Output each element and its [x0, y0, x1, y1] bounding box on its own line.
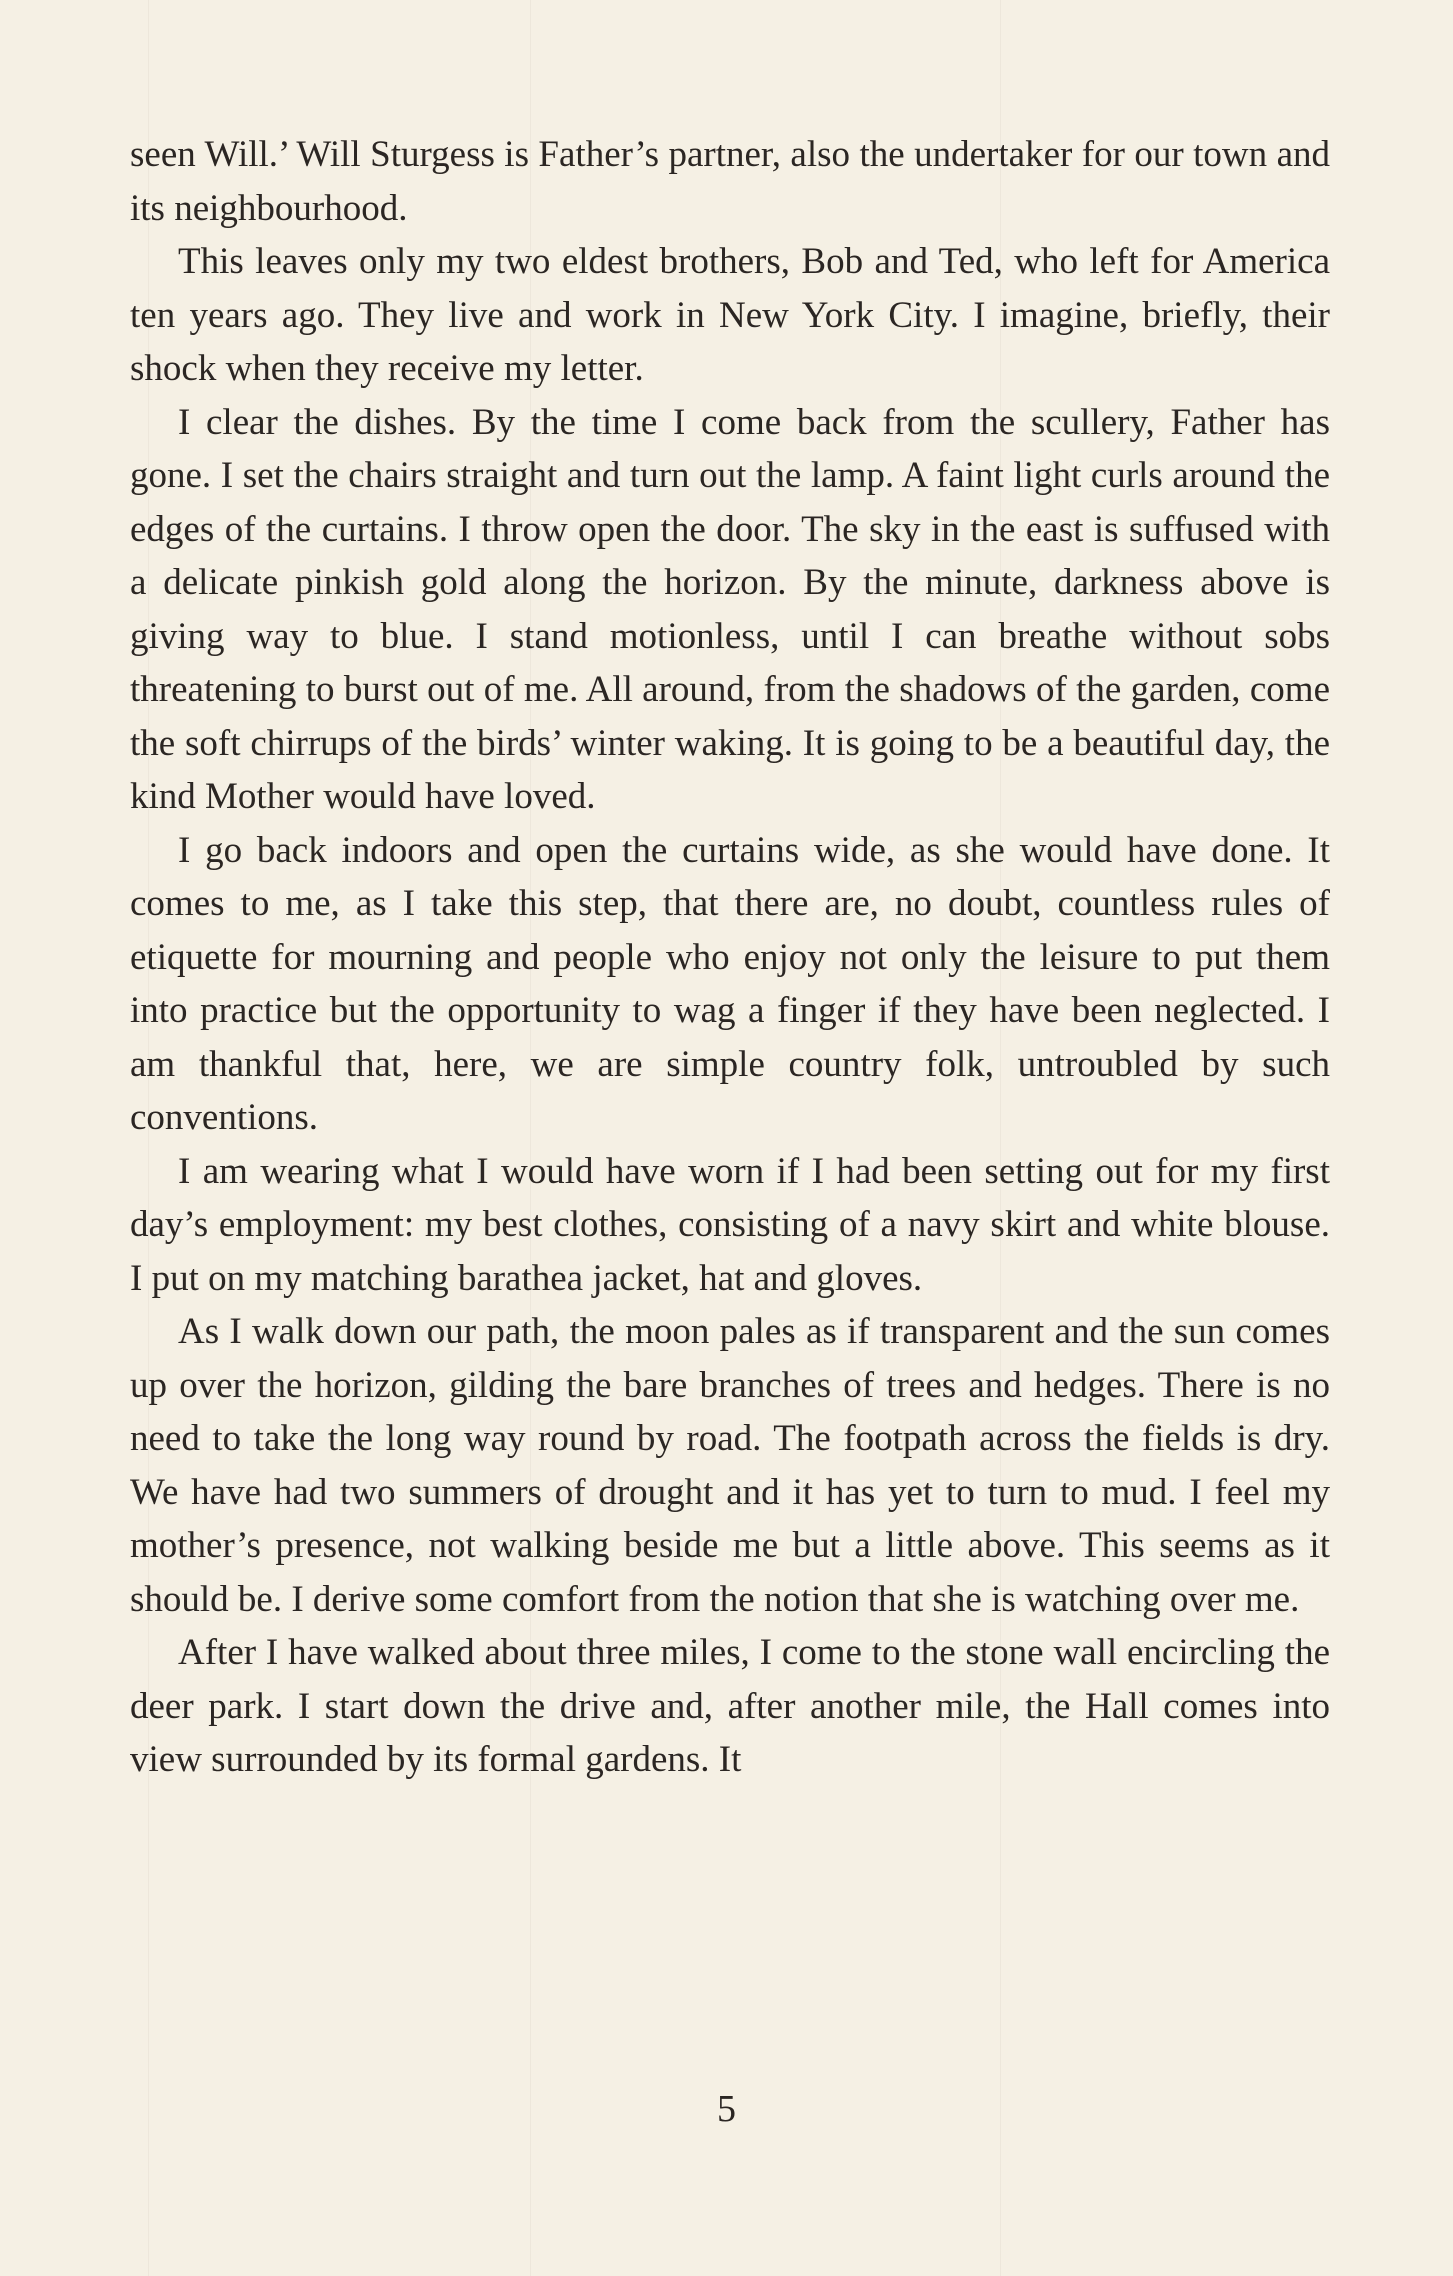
paragraph: This leaves only my two eldest brothers, Bob and Ted, who left for America ten years ago. They live and work in New York City. I imagine, briefly, their shock when they receive my letter. — [130, 241, 1330, 389]
paragraph: I am wearing what I would have worn if I had been setting out for my first day’s employment: my best clothes, consisting of a navy skirt and white blouse. I put on my matching barathea jacket, hat and gloves. — [130, 1150, 1330, 1299]
page-number: 5 — [717, 2088, 736, 2130]
paragraph: I clear the dishes. By the time I come back from the scullery, Father has gone. I set the chairs straight and turn out the lamp. A faint light curls around the edges of the curtains. I throw open the door. The sky in the east is suffused with a delicate pinkish gold along the horizon. By the minute, darkness above is giving way to blue. I stand motionless, until I can breathe without sobs threatening to burst out of me. All around, from the shadows of the garden, come the soft chirrups of the birds’ winter waking. It is going to be a beautiful day, the kind Mother would have loved. — [130, 401, 1330, 817]
paragraph: After I have walked about three miles, I come to the stone wall encircling the deer park. I start down the drive and, after another mile, the Hall comes into view surrounded by its formal gardens. It — [130, 1632, 1330, 1780]
paragraph: seen Will.’ Will Sturgess is Father’s partner, also the undertaker for our town and its neighbourhood. — [130, 134, 1330, 229]
body-text — [130, 128, 1330, 1787]
paragraph: I go back indoors and open the curtains wide, as she would have done. It comes to me, as I take this step, that there are, no doubt, countless rules of etiquette for mourning and people who enjoy not only the leisure to put them into practice but the opportunity to wag a finger if they have been neglected. I am thankful that, here, we are simple country folk, untroubled by such conventions. — [130, 829, 1330, 1138]
paragraph: As I walk down our path, the moon pales as if transparent and the sun comes up over the horizon, gilding the bare branches of trees and hedges. There is no need to take the long way round by road. The footpath across the fields is dry. We have had two summers of drought and it has yet to turn to mud. I feel my mother’s presence, not walking beside me but a little above. This seems as it should be. I derive some comfort from the notion that she is watching over me. — [130, 1311, 1330, 1620]
